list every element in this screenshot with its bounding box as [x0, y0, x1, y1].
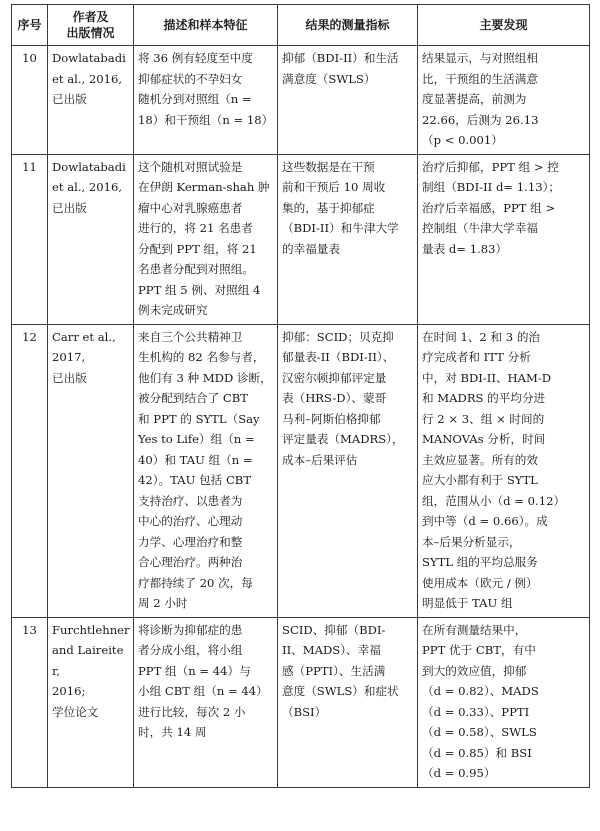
cell-index: 12: [12, 324, 48, 617]
cell-author-line: 学位论文: [52, 704, 99, 719]
cell-findings-line: 在所有测量结果中，: [422, 622, 527, 637]
cell-findings-line: 和 MADRS 的平均分进: [422, 391, 546, 405]
cell-description-line: 合心理治疗。两种治: [138, 555, 243, 569]
cell-findings-line: 比，干预组的生活满意: [422, 71, 538, 86]
cell-findings-line: （d = 0.58）、SWLS: [422, 725, 537, 739]
cell-measures-line: 这些数据是在干预: [282, 159, 375, 174]
cell-author-line: et al., 2016,: [52, 71, 123, 86]
cell-description-line: 瘤中心对乳腺癌患者: [138, 200, 243, 215]
cell-measures-line: 集的，基于抑郁症: [282, 200, 375, 215]
cell-findings-line: 量表 d= 1.83）: [422, 241, 508, 256]
cell-findings-line: 组，范围从小（d = 0.12）: [422, 493, 566, 508]
cell-findings-line: （p < 0.001）: [422, 133, 503, 147]
cell-findings-line: 主效应显著。所有的效: [422, 452, 538, 467]
cell-description-line: 中心的治疗、心理动: [138, 514, 243, 528]
cell-measures-line: 成本–后果评估: [282, 452, 358, 467]
cell-author: [48, 154, 134, 324]
cell-measures-line: 郁量表-II（BDI-II）、: [282, 350, 395, 364]
cell-findings: [418, 46, 590, 155]
header-author: [48, 5, 134, 46]
cell-findings-line: （d = 0.82）、MADS: [422, 684, 539, 698]
cell-description-line: 周 2 小时: [138, 596, 188, 610]
cell-measures: [278, 324, 418, 617]
cell-description-line: 18）和干预组（n = 18）: [138, 112, 274, 127]
cell-author-line: Carr et al.,: [52, 329, 116, 344]
cell-findings-line: 控制组（牛津大学幸福: [422, 221, 538, 235]
header-author-line2: 出版情况: [66, 26, 115, 40]
cell-author-line: 已出版: [52, 200, 87, 215]
cell-index: 10: [12, 46, 48, 155]
cell-author: [48, 46, 134, 155]
cell-description-line: 分配到 PPT 组，将 21: [138, 241, 257, 256]
cell-findings-line: SYTL 组的平均总服务: [422, 555, 538, 569]
cell-findings: [418, 617, 590, 787]
cell-description-line: 和 PPT 的 SYTL（Say: [138, 411, 260, 426]
cell-description-line: 进行的，将 21 名患者: [138, 221, 253, 235]
cell-author-line: 已出版: [52, 92, 87, 106]
cell-findings-line: MANOVAs 分析，时间: [422, 432, 546, 446]
cell-findings-line: 22.66，后测为 26.13: [422, 112, 539, 127]
cell-description-line: 例未完成研究: [138, 303, 208, 317]
cell-findings-line: 治疗后抑郁，PPT 组 > 控: [422, 159, 559, 174]
cell-measures: [278, 154, 418, 324]
cell-measures-line: 抑郁（BDI-II）和生活: [282, 51, 399, 65]
cell-description-line: Yes to Life）组（n =: [138, 432, 255, 446]
cell-description-line: 被分配到结合了 CBT: [138, 391, 248, 405]
cell-findings-line: PPT 优于 CBT，有中: [422, 643, 536, 657]
cell-measures: [278, 617, 418, 787]
cell-author-line: 2016;: [52, 684, 86, 698]
cell-findings-line: 疗完成者和 ITT 分析: [422, 350, 531, 364]
header-row: [12, 5, 590, 46]
cell-author-line: et al., 2016,: [52, 180, 123, 194]
cell-description: [134, 617, 278, 787]
cell-description-line: 他们有 3 种 MDD 诊断，: [138, 370, 272, 385]
cell-findings-line: （d = 0.85）和 BSI: [422, 745, 532, 760]
cell-measures-line: （BDI-II）和牛津大学: [282, 221, 399, 235]
cell-author-line: and Laireiter,: [52, 643, 124, 678]
cell-measures: [278, 46, 418, 155]
cell-findings-line: 结果显示，与对照组相: [422, 51, 538, 65]
cell-findings-line: 治疗后幸福感，PPT 组 >: [422, 200, 556, 215]
cell-author-line: Dowlatabadi: [52, 51, 126, 65]
cell-description-line: 进行比较，每次 2 小: [138, 704, 246, 719]
cell-findings-line: 本–后果分析显示，: [422, 534, 521, 549]
cell-findings: [418, 154, 590, 324]
header-findings: 主要发现: [418, 5, 590, 46]
cell-description-line: 抑郁症状的不孕妇女: [138, 71, 243, 86]
cell-measures-line: 抑郁：SCID；贝克抑: [282, 329, 394, 344]
cell-description-line: 时，共 14 周: [138, 725, 207, 739]
table-header: [12, 5, 590, 46]
cell-findings-line: 在时间 1、2 和 3 的治: [422, 329, 541, 344]
cell-measures-line: 感（PPTI）、生活满: [282, 663, 386, 678]
cell-measures-line: SCID、抑郁（BDI-: [282, 622, 386, 637]
cell-description-line: 小组 CBT 组（n = 44）: [138, 684, 268, 698]
cell-findings-line: （d = 0.33）、PPTI: [422, 704, 530, 719]
cell-measures-line: （BSI）: [282, 704, 327, 719]
cell-findings-line: 行 2 × 3、组 × 时间的: [422, 411, 545, 426]
table-body: [12, 46, 590, 788]
cell-findings-line: 到中等（d = 0.66）。成: [422, 514, 548, 528]
cell-author-line: 已出版: [52, 370, 87, 385]
cell-findings-line: 应大小都有利于 SYTL: [422, 473, 538, 487]
cell-author: [48, 617, 134, 787]
cell-author-line: Dowlatabadi: [52, 159, 126, 174]
cell-measures-line: 马利–阿斯伯格抑郁: [282, 411, 381, 426]
cell-findings-line: 制组（BDI-II d= 1.13）；: [422, 180, 560, 194]
header-measures: 结果的测量指标: [278, 5, 418, 46]
table-row: [12, 154, 590, 324]
cell-description-line: 力学、心理治疗和整: [138, 534, 243, 549]
cell-findings-line: 到大的效应值，抑郁: [422, 663, 527, 678]
header-index: 序号: [12, 5, 48, 46]
cell-measures-line: 汉密尔顿抑郁评定量: [282, 370, 387, 385]
cell-author-line: Furchtlehner: [52, 622, 130, 637]
cell-description-line: 将 36 例有轻度至中度: [138, 51, 253, 65]
table-row: [12, 617, 590, 787]
cell-description-line: 随机分到对照组（n =: [138, 92, 252, 106]
cell-author: [48, 324, 134, 617]
cell-measures-line: 前和干预后 10 周收: [282, 180, 386, 194]
cell-measures-line: II、MADS）、幸福: [282, 643, 381, 657]
cell-description-line: 在伊朗 Kerman-shah 肿: [138, 180, 270, 194]
cell-findings: [418, 324, 590, 617]
cell-findings-line: 使用成本（欧元 / 例）: [422, 575, 538, 590]
cell-description-line: PPT 组 5 例、对照组 4: [138, 282, 261, 297]
cell-measures-line: 意度（SWLS）和症状: [282, 684, 399, 698]
research-summary-table: [11, 4, 590, 788]
cell-findings-line: （d = 0.95）: [422, 766, 496, 780]
cell-index: 13: [12, 617, 48, 787]
cell-measures-line: 的幸福量表: [282, 241, 340, 256]
cell-measures-line: 满意度（SWLS）: [282, 71, 376, 86]
cell-index: 11: [12, 154, 48, 324]
header-description: 描述和样本特征: [134, 5, 278, 46]
cell-description-line: 将诊断为抑郁症的患: [138, 622, 243, 637]
cell-description-line: 名患者分配到对照组。: [138, 262, 254, 276]
cell-findings-line: 中，对 BDI-II、HAM-D: [422, 370, 552, 385]
cell-measures-line: 评定量表（MADRS），: [282, 432, 404, 446]
cell-description-line: 这个随机对照试验是: [138, 159, 243, 174]
cell-description-line: 疗都持续了 20 次，每: [138, 575, 253, 590]
cell-description-line: 40）和 TAU 组（n =: [138, 452, 253, 467]
cell-description-line: 者分成小组，将小组: [138, 643, 243, 657]
cell-description-line: PPT 组（n = 44）与: [138, 663, 251, 678]
cell-description-line: 42）。TAU 包括 CBT: [138, 473, 252, 487]
header-author-line1: 作者及: [72, 10, 109, 24]
cell-description-line: 支持治疗、以患者为: [138, 493, 243, 508]
cell-description-line: 来自三个公共精神卫: [138, 329, 243, 344]
cell-findings-line: 明显低于 TAU 组: [422, 596, 513, 610]
cell-description-line: 生机构的 82 名参与者，: [138, 350, 265, 364]
table-row: [12, 324, 590, 617]
table-row: [12, 46, 590, 155]
cell-author-line: 2017,: [52, 350, 86, 364]
cell-findings-line: 度显著提高，前测为: [422, 92, 527, 106]
cell-description: [134, 324, 278, 617]
cell-measures-line: 表（HRS-D）、蒙哥: [282, 391, 387, 405]
cell-description: [134, 46, 278, 155]
cell-description: [134, 154, 278, 324]
